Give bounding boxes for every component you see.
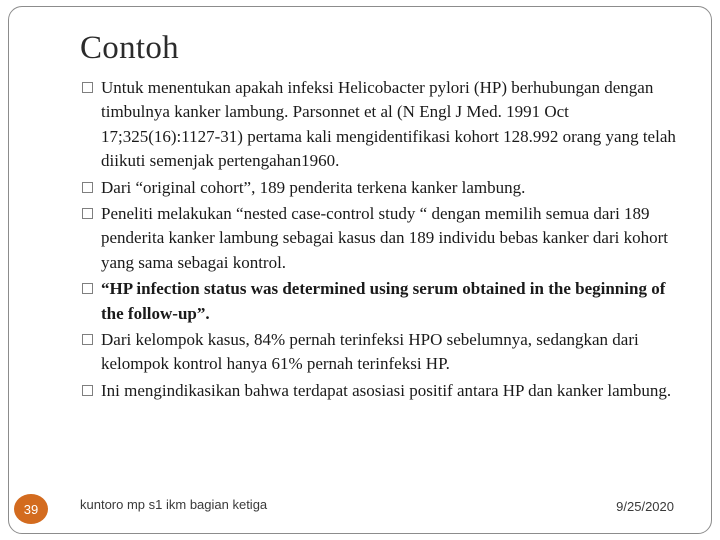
bullet-text: Dari “original cohort”, 189 penderita terkena kanker lambung. [101, 177, 526, 197]
bullet-text: “HP infection status was determined using serum obtained in the beginning of the follow-up”. [101, 279, 666, 323]
bullet-item [82, 379, 682, 403]
page-number: 39 [23, 501, 39, 517]
bullet-item [82, 277, 682, 326]
bullet-text: Peneliti melakukan “nested case-control study “ dengan memilih semua dari 189 penderita kanker lambung sebagai kasus dan 189 individu bebas kanker dari kohort yang sama sebagai kontrol. [101, 204, 668, 272]
checkbox-bullet-icon [82, 283, 93, 294]
bullet-item [82, 328, 682, 377]
checkbox-bullet-icon [82, 208, 93, 219]
bullet-item [82, 176, 682, 200]
checkbox-bullet-icon [82, 182, 93, 193]
checkbox-bullet-icon [82, 82, 93, 93]
footer-date: 9/25/2020 [616, 499, 674, 514]
slide-title: Contoh [80, 30, 179, 66]
bullet-text: Untuk menentukan apakah infeksi Helicobacter pylori (HP) berhubungan dengan timbulnya kanker lambung. Parsonnet et al (N Engl J Med. 1991 Oct 17;325(16):1127-31) pertama kali mengidentifikasi kohort 128.992 orang yang telah diikuti semenjak pertengahan1960. [101, 78, 676, 171]
checkbox-bullet-icon [82, 385, 93, 396]
bullet-item [82, 202, 682, 275]
page-number-badge [14, 494, 48, 524]
bullet-text: Dari kelompok kasus, 84% pernah terinfeksi HPO sebelumnya, sedangkan dari kelompok kontrol hanya 61% pernah terinfeksi HP. [101, 330, 639, 374]
checkbox-bullet-icon [82, 334, 93, 345]
footer-text: kuntoro mp s1 ikm bagian ketiga [80, 497, 268, 512]
bullet-item [82, 76, 682, 174]
bullet-text: Ini mengindikasikan bahwa terdapat asosiasi positif antara HP dan kanker lambung. [101, 380, 672, 400]
bullet-list [82, 76, 682, 405]
